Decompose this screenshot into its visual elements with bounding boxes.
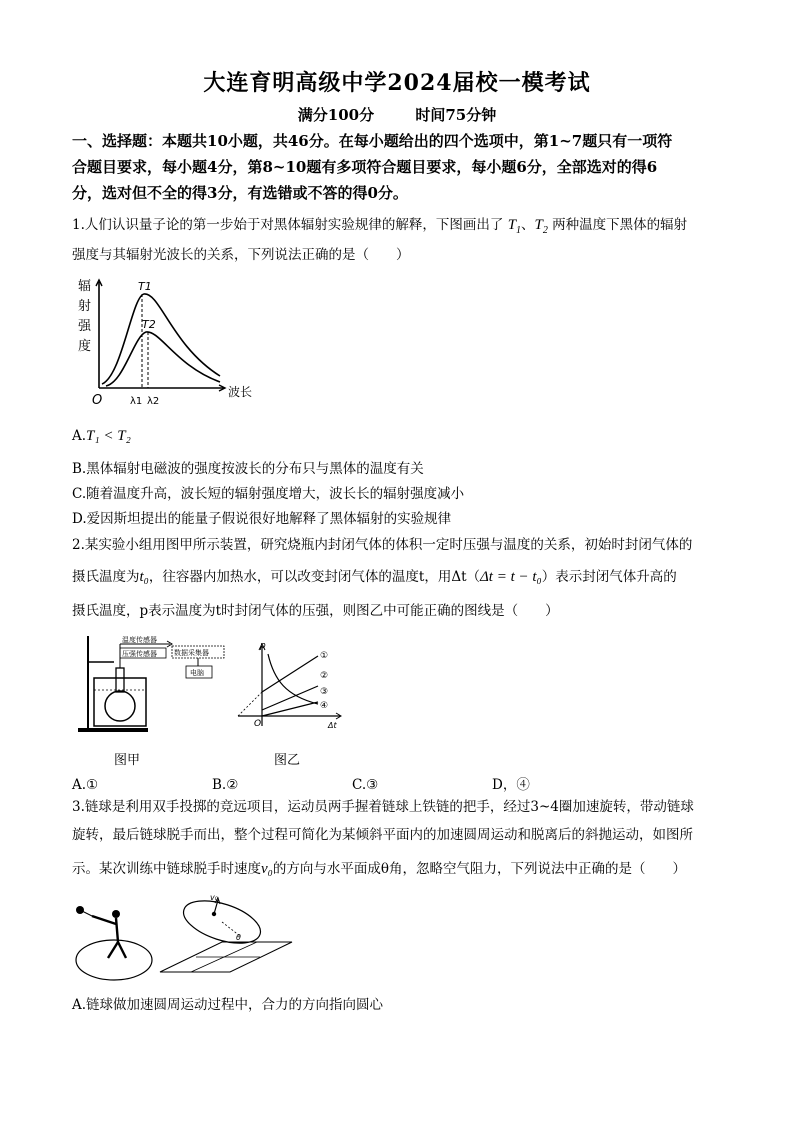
flask-neck <box>116 668 124 692</box>
stand-base <box>78 728 148 732</box>
q2-apparatus-figure <box>74 632 244 772</box>
pressure-sensor-label: 压强传感器 <box>122 650 157 658</box>
q2-option-a: A.① <box>72 777 99 793</box>
lambda2-label: λ2 <box>147 396 160 407</box>
q2-option-d: D，④ <box>492 777 530 793</box>
q1-stem-text-b: 两种温度下黑体的辐射 <box>552 217 688 233</box>
q1-option-d: D.爱因斯坦提出的能量子假说很好地解释了黑体辐射的实验规律 <box>72 511 452 527</box>
q3-hammer-figure <box>72 892 302 986</box>
flask <box>105 691 135 721</box>
q3-option-a: A.链球做加速圆周运动过程中，合力的方向指向圆心 <box>72 997 384 1013</box>
q1-option-a-math: T₁ < T₂ <box>86 428 131 444</box>
p-label: p <box>260 641 266 651</box>
q3-stem-line1: 3.链球是利用双手投掷的竞远项目，运动员两手握着链球上铁链的把手，经过3~4圈加速旋转，带动链球 <box>72 799 694 815</box>
curve-t2-label: T2 <box>142 318 156 331</box>
label-4: ④ <box>320 701 329 711</box>
q1-sep: 、 <box>521 217 535 233</box>
q2-graph-figure <box>228 640 348 772</box>
q2-t0: t₀ <box>139 569 149 585</box>
line-4 <box>262 702 318 716</box>
curve-t1-label: T1 <box>138 280 152 293</box>
water-container <box>94 678 146 726</box>
q1-stem-text: 1.人们认识量子论的第一步始于对黑体辐射实验规律的解释，下图画出了 <box>72 217 504 233</box>
label-3: ③ <box>320 687 329 697</box>
v0-label: v₀ <box>210 893 218 902</box>
q1-option-c: C.随着温度升高，波长短的辐射强度增大，波长长的辐射强度减小 <box>72 486 465 502</box>
q2-line2-b: ，往容器内加热水，可以改变封闭气体的温度t，用Δt（ <box>148 569 480 585</box>
q1-t1: $T_1$ <box>507 217 522 236</box>
ylabel-char-2: 射 <box>78 299 92 314</box>
section-instructions-line3: 分，选对但不全的得3分，有选错或不答的得0分。 <box>72 184 408 202</box>
q3-stem-line2: 旋转，最后链球脱手而出，整个过程可简化为某倾斜平面内的加速圆周运动和脱离后的斜抛运动，如图所 <box>72 827 693 843</box>
q3-line3-b: 的方向与水平面成θ角，忽略空气阻力，下列说法中正确的是（ ） <box>272 861 687 877</box>
q2-line2-a: 摄氏温度为 <box>72 569 140 585</box>
theta-label: θ <box>236 933 241 942</box>
q2-stem-line3: 摄氏温度，p表示温度为t时封闭气体的压强，则图乙中可能正确的图线是（ ） <box>72 603 559 619</box>
time-limit: 时间75分钟 <box>415 106 497 124</box>
q2-line2-c: ）表示封闭气体升高的 <box>541 569 677 585</box>
athlete-head <box>112 910 120 918</box>
q2-option-c: C.③ <box>352 777 379 793</box>
q1-option-a <box>72 427 131 445</box>
label-2: ② <box>320 671 329 681</box>
collector-label: 数据采集器 <box>174 649 209 657</box>
section-instructions-line1: 一、选择题：本题共10小题，共46分。在每小题给出的四个选项中，第1~7题只有一项符 <box>72 132 673 150</box>
q1-t2: $T_2$ <box>534 217 548 236</box>
q1-option-b: B.黑体辐射电磁波的强度按波长的分布只与黑体的温度有关 <box>72 461 424 477</box>
q2-stem-line1: 2.某实验小组用图甲所示装置，研究烧瓶内封闭气体的体积一定时压强与温度的关系，初始时封闭气体的 <box>72 537 693 553</box>
fig-b-caption: 图乙 <box>274 753 301 768</box>
q2-option-b: B.② <box>212 777 239 793</box>
q1-option-a-prefix: A. <box>72 428 87 444</box>
curve-t2 <box>106 332 220 386</box>
temp-sensor-label: 温度传感器 <box>122 636 157 644</box>
q1-stem-line1 <box>72 216 732 240</box>
release-point <box>212 912 216 916</box>
q3-stem-line3 <box>72 860 732 878</box>
full-score: 满分100分 <box>297 106 375 124</box>
q2-delta-formula: Δt = t − t₀ <box>480 569 542 585</box>
lambda1-label: λ1 <box>130 396 143 407</box>
q3-line3-a: 示。某次训练中链球脱手时速度 <box>72 861 261 877</box>
origin-label-b: O <box>254 719 262 729</box>
q1-stem-line2: 强度与其辐射光波长的关系，下列说法正确的是（ ） <box>72 247 410 263</box>
throw-circle <box>76 940 152 980</box>
ylabel-char-1: 辐 <box>78 279 92 294</box>
extrap-dash <box>238 692 262 716</box>
q2-stem-line2 <box>72 568 732 586</box>
q3-v0: v₀ <box>261 861 273 877</box>
ylabel-char-4: 度 <box>78 339 92 354</box>
label-1: ① <box>320 651 329 661</box>
exam-title: 大连育明高级中学2024届校一模考试 <box>203 70 591 96</box>
athlete-body <box>92 916 126 958</box>
fig-a-caption: 图甲 <box>114 753 141 768</box>
ylabel-char-3: 强 <box>78 319 92 334</box>
q1-blackbody-figure <box>72 276 262 412</box>
computer-label: 电脑 <box>190 669 204 677</box>
dt-label: Δt <box>328 721 337 730</box>
origin-label: O <box>92 393 103 408</box>
xlabel: 波长 <box>228 385 253 399</box>
line-3 <box>262 686 318 710</box>
section-instructions-line2: 合题目要求，每小题4分，第8~10题有多项符合题目要求，每小题6分，全部选对的得6 <box>72 158 658 176</box>
exam-info <box>0 104 794 125</box>
